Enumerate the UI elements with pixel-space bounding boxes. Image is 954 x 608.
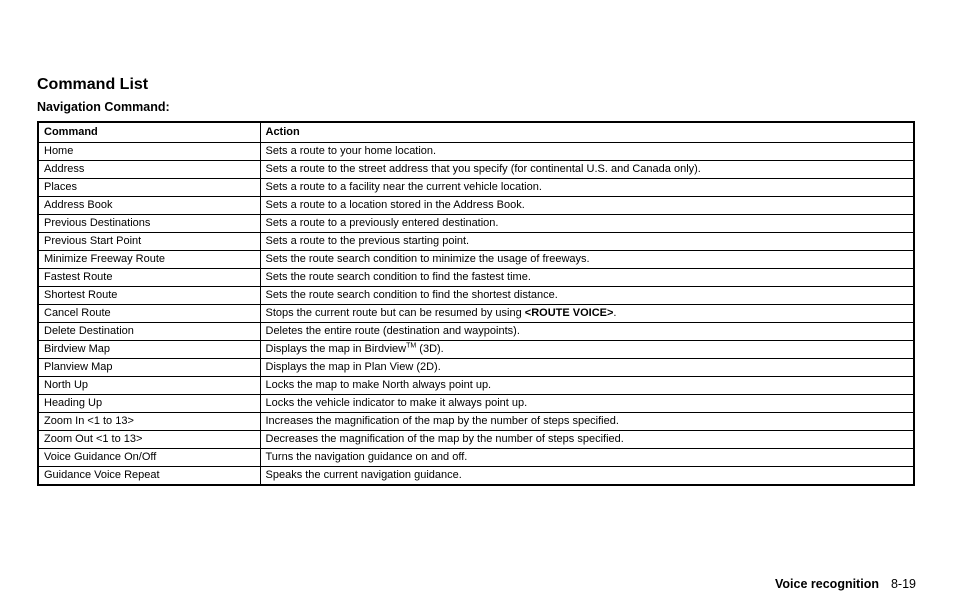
table-row xyxy=(38,251,914,269)
command-cell: Home xyxy=(38,143,260,161)
action-cell: Sets a route to the street address that you specify (for continental U.S. and Canada only). xyxy=(260,161,914,179)
table-row xyxy=(38,197,914,215)
action-cell: Sets a route to a location stored in the Address Book. xyxy=(260,197,914,215)
action-text: Displays the map in Birdview xyxy=(265,343,407,355)
action-cell: Decreases the magnification of the map by the number of steps specified. xyxy=(260,431,914,449)
action-emphasis: <ROUTE VOICE> xyxy=(524,307,614,319)
command-cell: Guidance Voice Repeat xyxy=(38,467,260,486)
table-body xyxy=(38,143,914,486)
command-cell: Planview Map xyxy=(38,359,260,377)
section-subtitle: Navigation Command: xyxy=(37,100,170,114)
table-row xyxy=(38,269,914,287)
header-command: Command xyxy=(38,122,260,143)
command-cell: Delete Destination xyxy=(38,323,260,341)
table-row xyxy=(38,377,914,395)
action-cell: Displays the map in Plan View (2D). xyxy=(260,359,914,377)
table-row xyxy=(38,161,914,179)
command-cell: Previous Destinations xyxy=(38,215,260,233)
action-cell: Deletes the entire route (destination and waypoints). xyxy=(260,323,914,341)
action-text: . xyxy=(613,307,617,319)
action-cell: Sets the route search condition to find the shortest distance. xyxy=(260,287,914,305)
table-row xyxy=(38,395,914,413)
header-action: Action xyxy=(260,122,914,143)
table-row xyxy=(38,323,914,341)
command-cell: Cancel Route xyxy=(38,305,260,323)
table-row xyxy=(38,305,914,323)
table-row xyxy=(38,215,914,233)
action-cell: Locks the vehicle indicator to make it always point up. xyxy=(260,395,914,413)
action-cell: Sets the route search condition to find the fastest time. xyxy=(260,269,914,287)
page-number: 8-19 xyxy=(890,577,916,591)
page-footer xyxy=(775,577,916,591)
table-row xyxy=(38,449,914,467)
command-cell: Shortest Route xyxy=(38,287,260,305)
table-row xyxy=(38,143,914,161)
action-cell xyxy=(260,305,914,323)
command-cell: Zoom In <1 to 13> xyxy=(38,413,260,431)
table-row xyxy=(38,233,914,251)
command-cell: Previous Start Point xyxy=(38,233,260,251)
table-row xyxy=(38,359,914,377)
action-cell: Increases the magnification of the map by the number of steps specified. xyxy=(260,413,914,431)
action-text: (3D). xyxy=(416,343,444,355)
trademark-mark: TM xyxy=(406,342,417,350)
table-row xyxy=(38,179,914,197)
footer-section: Voice recognition xyxy=(775,577,879,591)
command-cell: Address xyxy=(38,161,260,179)
action-cell xyxy=(260,341,914,359)
command-cell: Places xyxy=(38,179,260,197)
command-cell: Fastest Route xyxy=(38,269,260,287)
table-row xyxy=(38,287,914,305)
command-cell: Birdview Map xyxy=(38,341,260,359)
action-cell: Sets a route to the previous starting point. xyxy=(260,233,914,251)
action-cell: Sets a route to a facility near the current vehicle location. xyxy=(260,179,914,197)
table-row xyxy=(38,467,914,486)
action-cell: Sets a route to your home location. xyxy=(260,143,914,161)
action-cell: Sets a route to a previously entered destination. xyxy=(260,215,914,233)
command-cell: Zoom Out <1 to 13> xyxy=(38,431,260,449)
command-cell: Address Book xyxy=(38,197,260,215)
command-cell: Voice Guidance On/Off xyxy=(38,449,260,467)
command-table xyxy=(37,121,915,486)
action-cell: Sets the route search condition to minimize the usage of freeways. xyxy=(260,251,914,269)
command-cell: Minimize Freeway Route xyxy=(38,251,260,269)
action-cell: Locks the map to make North always point up. xyxy=(260,377,914,395)
command-cell: Heading Up xyxy=(38,395,260,413)
table-row xyxy=(38,413,914,431)
action-cell: Turns the navigation guidance on and off. xyxy=(260,449,914,467)
table-row xyxy=(38,431,914,449)
table-header-row xyxy=(38,122,914,143)
command-cell: North Up xyxy=(38,377,260,395)
action-cell: Speaks the current navigation guidance. xyxy=(260,467,914,486)
action-text: Stops the current route but can be resumed by using xyxy=(265,307,525,319)
table-row xyxy=(38,341,914,359)
page-title: Command List xyxy=(37,76,149,93)
